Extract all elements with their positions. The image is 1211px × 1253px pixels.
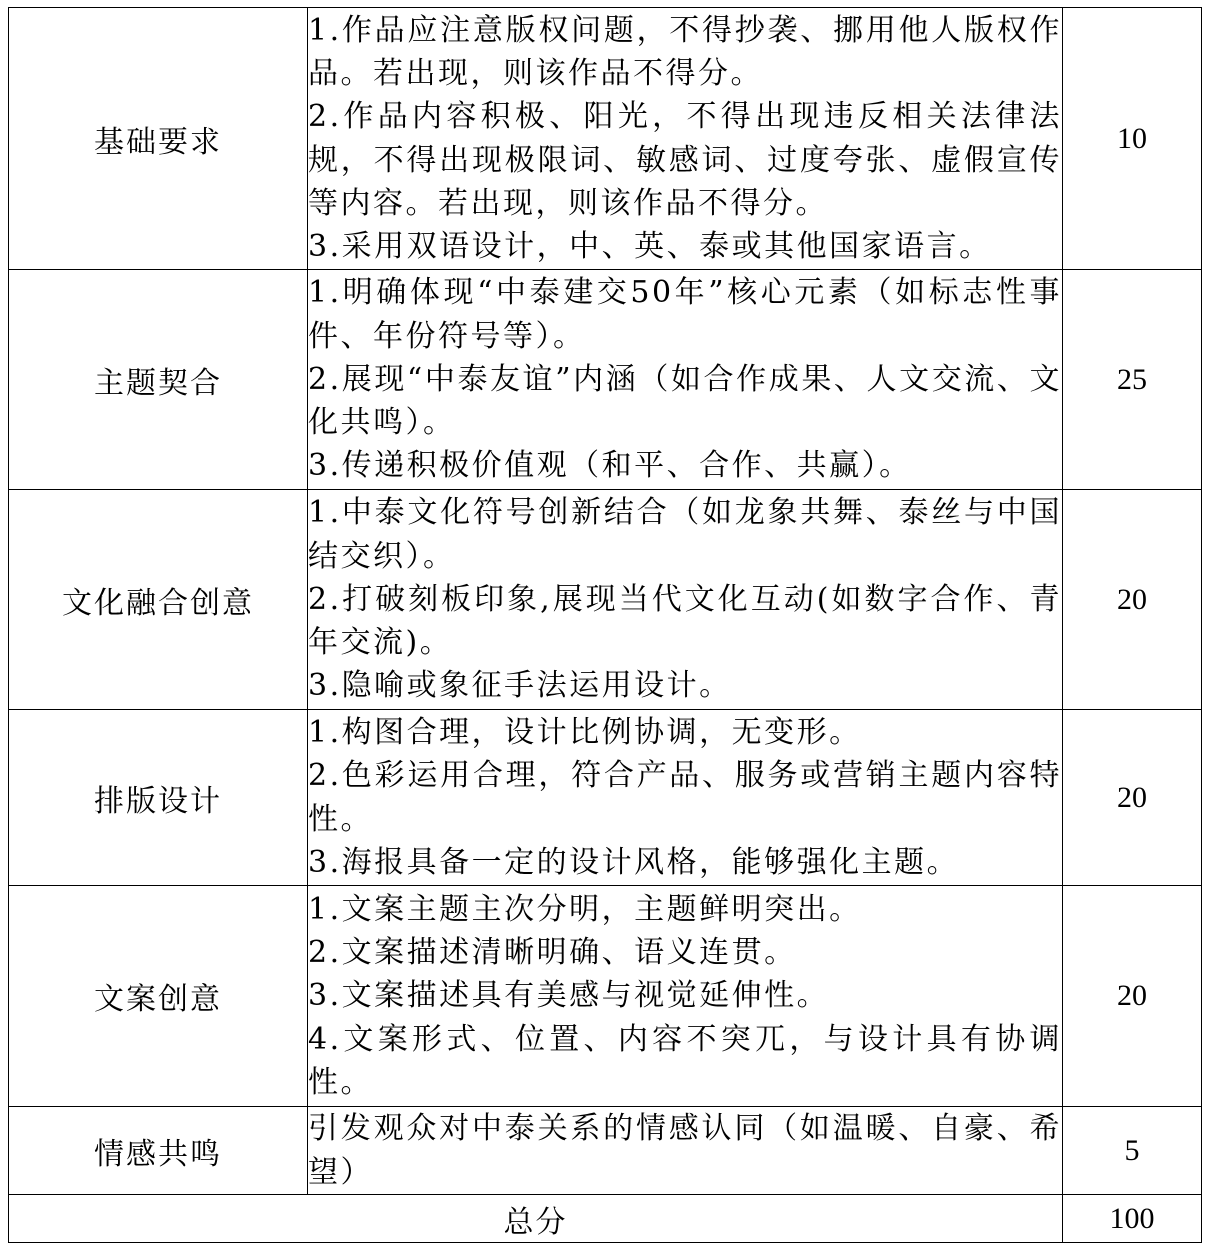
criteria-item: 2.打破刻板印象,展现当代文化互动(如数字合作、青年交流)。 (308, 581, 1062, 661)
criteria-item: 2.文案描述清晰明确、语义连贯。 (308, 935, 797, 971)
score-cell: 20 (1063, 490, 1202, 710)
table-row (9, 1107, 1202, 1195)
criteria-item: 1.构图合理，设计比例协调，无变形。 (308, 714, 862, 750)
category-cell: 主题契合 (9, 270, 308, 490)
table-row (9, 490, 1202, 710)
criteria-item: 1.明确体现“中泰建交50年”核心元素（如标志性事件、年份符号等）。 (308, 275, 1062, 354)
category-cell: 排版设计 (9, 710, 308, 886)
criteria-item: 1.作品应注意版权问题，不得抄袭、挪用他人版权作品。若出现，则该作品不得分。 (308, 12, 1062, 91)
total-label: 总分 (9, 1195, 1063, 1243)
total-score: 100 (1063, 1195, 1202, 1243)
table-row (9, 8, 1202, 270)
table-row (9, 270, 1202, 490)
criteria-item: 4.文案形式、位置、内容不突兀，与设计具有协调性。 (308, 1021, 1062, 1100)
criteria-cell (308, 886, 1063, 1107)
table-row (9, 886, 1202, 1107)
criteria-cell (308, 1107, 1063, 1195)
score-cell: 10 (1063, 8, 1202, 270)
score-cell: 20 (1063, 710, 1202, 886)
score-cell: 25 (1063, 270, 1202, 490)
criteria-cell (308, 710, 1063, 886)
category-cell: 文案创意 (9, 886, 308, 1107)
criteria-item: 3.海报具备一定的设计风格，能够强化主题。 (308, 844, 960, 880)
criteria-item: 3.传递积极价值观（和平、合作、共赢）。 (308, 448, 912, 484)
scoring-criteria-table (8, 7, 1202, 1243)
total-row (9, 1195, 1202, 1243)
score-cell: 20 (1063, 886, 1202, 1107)
criteria-item: 3.隐喻或象征手法运用设计。 (308, 668, 732, 704)
criteria-item: 3.采用双语设计，中、英、泰或其他国家语言。 (308, 229, 992, 265)
criteria-cell (308, 270, 1063, 490)
criteria-item: 引发观众对中泰关系的情感认同（如温暖、自豪、希望） (308, 1111, 1062, 1190)
criteria-item: 1.文案主题主次分明，主题鲜明突出。 (308, 891, 862, 927)
criteria-item: 2.展现“中泰友谊”内涵（如合作成果、人文交流、文化共鸣）。 (308, 361, 1062, 441)
table-row (9, 710, 1202, 886)
criteria-item: 2.作品内容积极、阳光，不得出现违反相关法律法规，不得出现极限词、敏感词、过度夸张、虚假宣传等内容。若出现，则该作品不得分。 (308, 99, 1062, 221)
criteria-item: 3.文案描述具有美感与视觉延伸性。 (308, 978, 830, 1014)
score-cell: 5 (1063, 1107, 1202, 1195)
category-cell: 基础要求 (9, 8, 308, 270)
criteria-item: 1.中泰文化符号创新结合（如龙象共舞、泰丝与中国结交织）。 (308, 495, 1062, 574)
criteria-item: 2.色彩运用合理，符合产品、服务或营销主题内容特性。 (308, 758, 1062, 837)
category-cell: 情感共鸣 (9, 1107, 308, 1195)
category-cell: 文化融合创意 (9, 490, 308, 710)
criteria-cell (308, 490, 1063, 710)
criteria-cell (308, 8, 1063, 270)
